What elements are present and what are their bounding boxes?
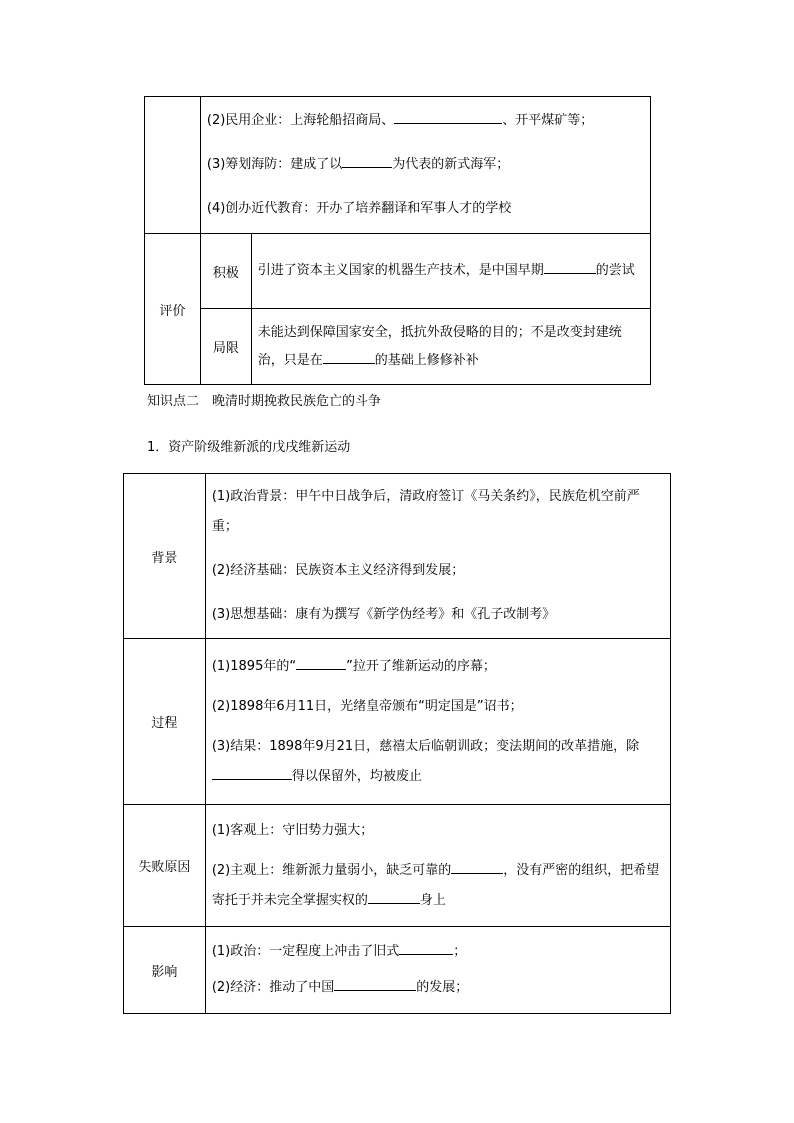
failure-cell	[205, 805, 670, 927]
political-background-text: (1)政治背景：甲午中日战争后，清政府签订《马关条约》，民族危机空前严重；	[211, 489, 640, 534]
section-title: 知识点二 晚清时期挽救民族危亡的斗争	[147, 394, 382, 409]
answer-blank[interactable]	[342, 153, 392, 168]
process-cell	[205, 639, 670, 805]
civil-enterprise-text-a: (2)民用企业：上海轮船招商局、	[206, 113, 395, 128]
positive-cell	[251, 234, 650, 309]
positive-label: 积极	[200, 234, 251, 309]
impact-cell	[205, 927, 670, 1014]
civil-enterprise-text-b: 、开平煤矿等；	[502, 113, 594, 128]
navy-text-a: (3)筹划海防：建成了以	[206, 157, 343, 172]
limitation-text-a: 未能达到保障国家安全，抵抗外敌侵略的目的；不是改变封建统治，只是在	[257, 324, 622, 368]
limitation-text-b: 的基础上修修补补	[374, 352, 479, 368]
answer-blank[interactable]	[296, 655, 346, 670]
process-text-1a: (1)1895年的“	[211, 658, 297, 674]
positive-text-a: 引进了资本主义国家的机器生产技术，是中国早期	[257, 263, 544, 278]
failure-subjective-text-a: (2)主观上：维新派力量弱小，缺乏可靠的	[211, 862, 452, 878]
answer-blank[interactable]	[212, 765, 292, 780]
background-label: 背景	[124, 474, 206, 639]
limitation-cell	[251, 309, 650, 385]
impact-economic-text-b: 的发展；	[416, 980, 469, 995]
failure-subjective-text-c: 身上	[419, 892, 446, 908]
process-label: 过程	[124, 639, 206, 805]
answer-blank[interactable]	[451, 859, 503, 874]
process-text-1b: ”拉开了维新运动的序幕；	[346, 658, 496, 674]
answer-blank[interactable]	[368, 889, 420, 904]
impact-political-text-a: (1)政治：一定程度上冲击了旧式	[211, 944, 400, 959]
failure-subjective-text-b: ，没有严密的组织，把希望寄托于并未完全掌握实权的	[211, 862, 660, 908]
economic-basis-text: (2)经济基础：民族资本主义经济得到发展；	[211, 563, 465, 578]
answer-blank[interactable]	[394, 109, 502, 124]
answer-blank[interactable]	[544, 259, 596, 274]
positive-text-b: 的尝试	[595, 263, 635, 278]
process-text-2: (2)1898年6月11日，光绪皇帝颁布“明定国是”诏书；	[211, 698, 523, 714]
reform-movement-table	[123, 473, 671, 1014]
education-text: (4)创办近代教育：开办了培养翻译和军事人才的学校	[206, 201, 512, 216]
impact-label: 影响	[124, 927, 206, 1014]
impact-political-text-b: ；	[453, 944, 467, 959]
subsection-title: 1．资产阶级维新派的戊戌维新运动	[147, 440, 351, 455]
failure-objective-text: (1)客观上：守旧势力强大；	[211, 822, 374, 838]
navy-text-b: 为代表的新式海军；	[392, 157, 510, 172]
evaluation-label: 评价	[145, 234, 201, 385]
measures-cell	[200, 97, 650, 234]
answer-blank[interactable]	[399, 940, 453, 955]
failure-label: 失败原因	[124, 805, 206, 927]
answer-blank[interactable]	[323, 349, 375, 364]
process-text-3b: 得以保留外，均被废止	[291, 768, 422, 784]
impact-economic-text-a: (2)经济：推动了中国	[211, 980, 335, 995]
background-cell	[205, 474, 670, 639]
answer-blank[interactable]	[334, 976, 416, 991]
ideological-basis-text: (3)思想基础：康有为撰写《新学伪经考》和《孔子改制考》	[211, 607, 556, 622]
process-text-3a: (3)结果：1898年9月21日，慈禧太后临朝训政；变法期间的改革措施，除	[211, 738, 640, 754]
limitation-label: 局限	[200, 309, 251, 385]
westernization-table-continued	[144, 96, 651, 385]
empty-label-cell	[145, 97, 201, 234]
